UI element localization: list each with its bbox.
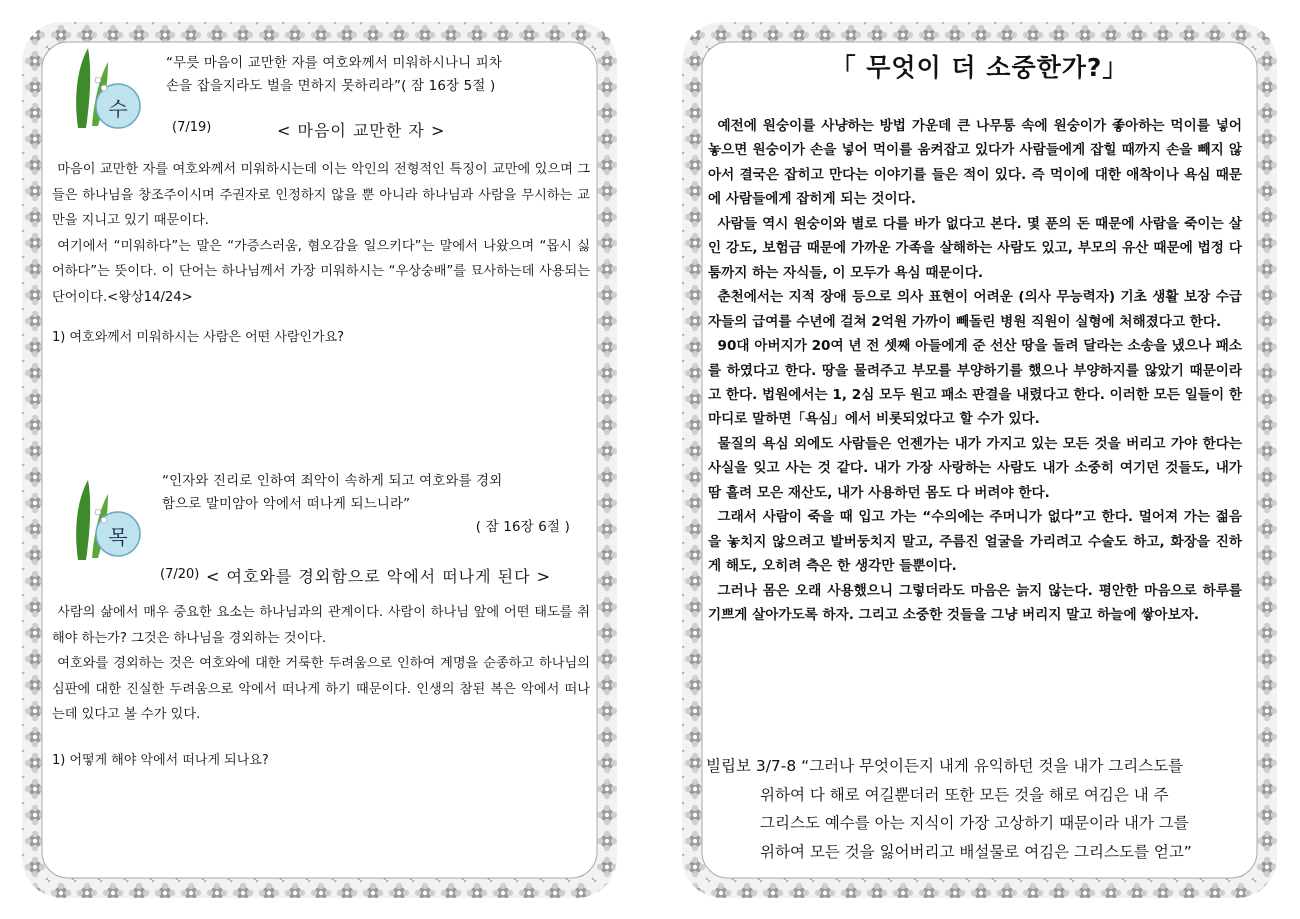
- paragraph: 사람들 역시 원숭이와 별로 다를 바가 없다고 본다. 몇 푼의 돈 때문에 사람을 죽이는 살인 강도, 보험금 때문에 가까운 가족을 살해하는 사람도 있고, 부모의 유산 때문에 법정 다툼까지 하는 자식들, 이 모두가 욕심 때문이다.: [708, 215, 1242, 281]
- paragraph: 사람의 삶에서 매우 중요한 요소는 하나님과의 관계이다. 사람이 하나님 앞에 어떤 태도를 취해야 하는가? 그것은 하나님을 경외하는 것이다.: [52, 605, 590, 646]
- paragraph: 춘천에서는 지적 장애 등으로 의사 표현이 어려운 (의사 무능력자) 기초 생활 보장 수급자들의 급여를 수년에 걸쳐 2억원 가까이 빼돌린 병원 직원이 실형에 처해졌다고 한다.: [708, 289, 1242, 330]
- entry-body: [52, 600, 590, 728]
- paragraph: 마음이 교만한 자를 여호와께서 미워하시는데 이는 악인의 전형적인 특징이 교만에 있으며 그들은 하나님을 창조주이시며 주권자로 인정하지 않을 뿐 아니라 하나님과 사람을 무시하는 교만을 지니고 있기 때문이다.: [52, 162, 590, 228]
- reflection-question: 1) 어떻게 해야 악에서 떠나게 되나요?: [52, 753, 269, 768]
- paragraph: 그러나 몸은 오래 사용했으니 그렇더라도 마음은 늙지 않는다. 평안한 마음으로 하루를 기쁘게 살아가도록 하자. 그리고 소중한 것들을 그냥 버리지 말고 하늘에 쌓아보자.: [708, 582, 1242, 624]
- entry-date: (7/20): [160, 567, 200, 582]
- badge-day-label: 목: [108, 525, 128, 549]
- entry-body: [52, 157, 590, 310]
- paragraph: 여호와를 경외하는 것은 여호와에 대한 거룩한 두려움으로 인하여 계명을 순종하고 하나님의 심판에 대한 진실한 두려움으로 악에서 떠나게 하기 때문이다. 인생의 참된 복은 악에서 떠나는데 있다고 볼 수가 있다.: [52, 656, 590, 722]
- verse-line: “인자와 진리로 인하여 죄악이 속하게 되고 여호와를 경외: [162, 474, 503, 489]
- right-page: [682, 22, 1277, 898]
- verse-quote: [162, 470, 592, 539]
- reference-line: 그리스도 예수를 아는 지식이 가장 고상하기 때문이라 내가 그를: [760, 814, 1189, 832]
- paragraph: 90대 아버지가 20여 년 전 셋째 아들에게 준 선산 땅을 돌려 달라는 소송을 냈으나 패소를 하였다고 한다. 땅을 물려주고 부모를 부양하기를 했으나 부양하지를 않았기 때문이라고 한다. 법원에서는 1, 2심 모두 원고 패소 판결을 내렸다고 한다. 이러한 모든 일들이 한마디로 말하면「욕심」에서 비롯되었다고 할 수가 있다.: [708, 338, 1243, 428]
- reference-line: 위하여 모든 것을 잃어버리고 배설물로 여김은 그리스도를 얻고”: [760, 842, 1192, 861]
- badge-day-label: 수: [108, 97, 128, 121]
- paragraph: 예전에 원숭이를 사냥하는 방법 가운데 큰 나무통 속에 원숭이가 좋아하는 먹이를 넣어 놓으면 원숭이가 손을 넣어 먹이를 움켜잡고 있다가 사람들에게 잡힐 때까지 손을 빼지 않아서 결국은 잡히고 만다는 이야기를 들은 적이 있다. 즉 먹이에 대한 애착이나 욕심 때문에 사람들에게 잡히게 되는 것이다.: [708, 118, 1242, 208]
- entry-title: < 마음이 교만한 자 >: [277, 121, 446, 140]
- reflection-question: 1) 여호와께서 미워하시는 사람은 어떤 사람인가요?: [52, 330, 345, 345]
- paragraph: 여기에서 “미워하다”는 말은 “가증스러움, 혐오감을 일으키다”는 말에서 나왔으며 “몹시 싫어하다”는 뜻이다. 이 단어는 하나님께서 가장 미워하시는 “우상숭배”를 묘사하는데 사용되는 단어이다.<왕상14/24>: [52, 238, 590, 305]
- verse-line: 함으로 말미암아 악에서 떠나게 되느니라”: [162, 497, 411, 512]
- entry-date: (7/19): [172, 120, 212, 135]
- scripture-reference: [706, 752, 1246, 866]
- verse-line: “무릇 마음이 교만한 자를 여호와께서 미워하시나니 피차: [166, 56, 502, 71]
- verse-quote: [166, 52, 596, 98]
- verse-line: ( 잠 16장 6절 ): [475, 520, 570, 535]
- article-title: 「 무엇이 더 소중한가?」: [830, 53, 1129, 82]
- paragraph: 그래서 사람이 죽을 때 입고 가는 “수의에는 주머니가 없다”고 한다. 멀어져 가는 젊음을 놓치지 않으려고 발버둥치지 말고, 주름진 얼굴을 가리려고 수술도 하고, 화장을 진하게 해도, 오히려 측은 한 생각만 들뿐이다.: [708, 509, 1242, 575]
- reference-line: 빌립보 3/7-8 “그러나 무엇이든지 내게 유익하던 것을 내가 그리스도를: [706, 757, 1184, 775]
- entry-title: < 여호와를 경외함으로 악에서 떠나게 된다 >: [206, 567, 552, 586]
- article-body: [708, 114, 1242, 628]
- paragraph: 물질의 욕심 외에도 사람들은 언젠가는 내가 가지고 있는 모든 것을 버리고 가야 한다는 사실을 잊고 사는 것 같다. 내가 가장 사랑하는 사람도 내가 소중히 여기던 것들도, 내가 땀 흘려 모은 재산도, 내가 사용하던 몸도 다 버려야 한다.: [708, 435, 1242, 501]
- verse-line: 손을 잡을지라도 벌을 면하지 못하리라”( 잠 16장 5절 ): [166, 79, 496, 94]
- reference-line: 위하여 다 해로 여길뿐더러 또한 모든 것을 해로 여김은 내 주: [760, 785, 1169, 804]
- left-page: [22, 22, 617, 898]
- lily-badge-icon: [48, 472, 144, 568]
